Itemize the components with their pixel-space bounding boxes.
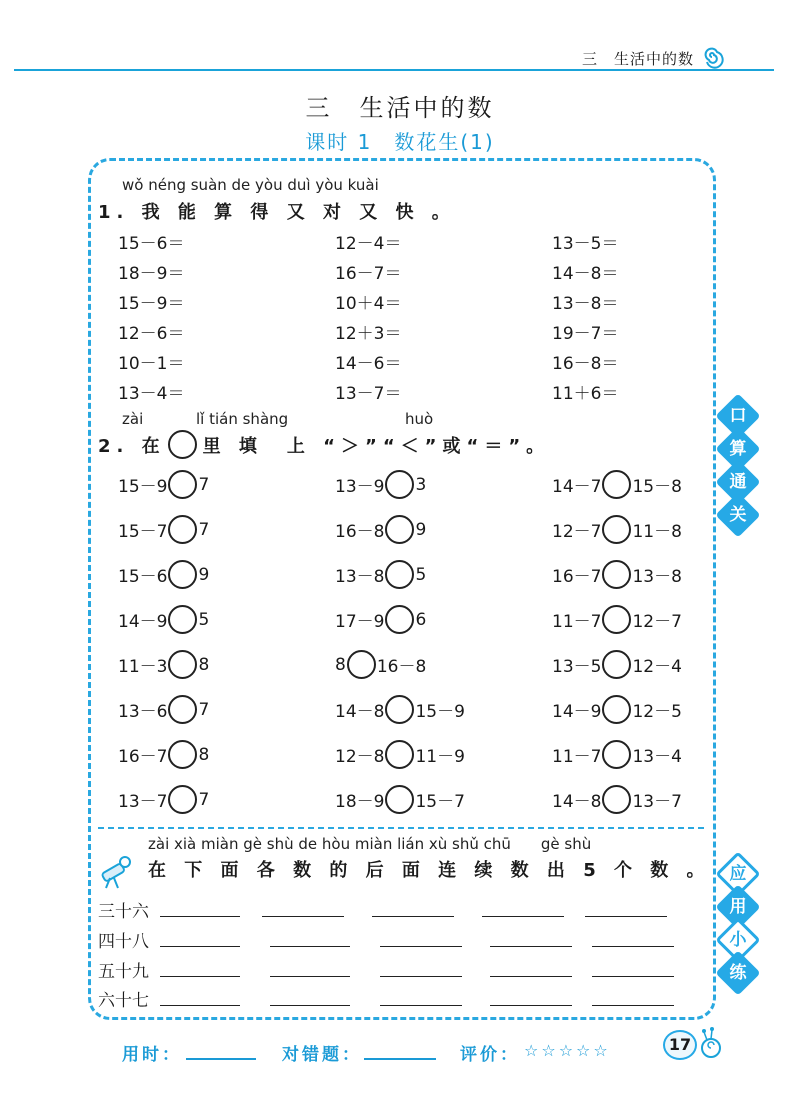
count-label: 三十六: [98, 902, 149, 922]
side-tab-char: 口: [729, 406, 747, 426]
answer-circle[interactable]: [385, 605, 414, 634]
equation: 19－7＝: [552, 324, 619, 344]
right-expr: 12－4: [632, 657, 682, 677]
answer-circle[interactable]: [385, 740, 414, 769]
left-expr: 14－9: [552, 702, 602, 722]
equation: 13－5＝: [552, 234, 619, 254]
lesson-title: 课时 1 数花生(1): [305, 130, 495, 154]
equation: 12－6＝: [118, 324, 185, 344]
comparison-item: [335, 695, 465, 724]
answer-circle[interactable]: [602, 515, 631, 544]
left-expr: 12－8: [335, 747, 385, 767]
comparison-item: [552, 605, 682, 634]
comparison-item: [552, 740, 682, 769]
right-expr: 16－8: [376, 657, 427, 677]
part2-instruction: [98, 430, 550, 459]
comparison-item: [118, 650, 209, 679]
comparison-item: [552, 515, 682, 544]
equation: 13－8＝: [552, 294, 619, 314]
answer-blank[interactable]: [160, 976, 240, 977]
left-expr: 11－3: [118, 657, 168, 677]
telescope-icon: [96, 850, 136, 890]
section-divider: [98, 827, 704, 829]
equation: 12＋3＝: [335, 324, 402, 344]
time-blank[interactable]: [186, 1058, 256, 1060]
answer-circle[interactable]: [385, 560, 414, 589]
chapter-title: 三 生活中的数: [305, 94, 495, 122]
part2-instruction-prefix: 2. 在: [98, 435, 166, 457]
right-expr: 8: [198, 744, 210, 765]
comparison-item: [335, 740, 465, 769]
answer-blank[interactable]: [490, 1005, 572, 1006]
right-expr: 3: [415, 474, 427, 495]
answer-blank[interactable]: [160, 1005, 240, 1006]
right-expr: 13－4: [632, 747, 682, 767]
part2-instruction-middle: 里 填 上 “＞”“＜”或“＝”。: [202, 435, 551, 457]
side-tab-char: 通: [729, 472, 747, 492]
answer-blank[interactable]: [270, 946, 350, 947]
answer-blank[interactable]: [160, 946, 240, 947]
equation: 18－9＝: [118, 264, 185, 284]
comparison-item: [552, 650, 682, 679]
answer-blank[interactable]: [380, 976, 462, 977]
right-expr: 15－9: [415, 702, 465, 722]
answer-circle[interactable]: [602, 695, 631, 724]
answer-blank[interactable]: [262, 916, 344, 917]
equation: 10－1＝: [118, 354, 185, 374]
side-tab-char: 练: [729, 963, 747, 983]
answer-blank[interactable]: [592, 946, 674, 947]
equation: 11＋6＝: [552, 384, 619, 404]
answer-blank[interactable]: [592, 976, 674, 977]
left-expr: 13－6: [118, 702, 168, 722]
comparison-item: [118, 695, 209, 724]
answer-blank[interactable]: [380, 1005, 462, 1006]
comparison-item: [335, 515, 426, 544]
left-expr: 17－9: [335, 612, 385, 632]
side-tab-char: 用: [729, 897, 747, 917]
left-expr: 18－9: [335, 792, 385, 812]
errors-blank[interactable]: [364, 1058, 436, 1060]
right-expr: 5: [415, 564, 427, 585]
comparison-item: [335, 560, 426, 589]
errors-label: 对错题：: [282, 1045, 362, 1065]
left-expr: 14－8: [552, 792, 602, 812]
spiral-icon: [700, 45, 724, 69]
right-expr: 5: [198, 609, 210, 630]
comparison-item: [118, 470, 209, 499]
left-expr: 15－7: [118, 522, 168, 542]
answer-circle[interactable]: [602, 560, 631, 589]
exercise-frame: [88, 158, 716, 1020]
comparison-item: [118, 785, 209, 814]
part3-instruction: 在 下 面 各 数 的 后 面 连 续 数 出 5 个 数 。: [148, 860, 711, 881]
answer-circle[interactable]: [602, 650, 631, 679]
answer-circle[interactable]: [602, 605, 631, 634]
equation: 16－7＝: [335, 264, 402, 284]
comparison-item: [335, 470, 426, 499]
answer-blank[interactable]: [482, 916, 564, 917]
left-expr: 16－8: [335, 522, 385, 542]
left-expr: 16－7: [118, 747, 168, 767]
count-label: 五十九: [98, 962, 149, 982]
answer-circle[interactable]: [602, 785, 631, 814]
comparison-item: [552, 695, 682, 724]
left-expr: 15－6: [118, 567, 168, 587]
answer-circle[interactable]: [385, 470, 414, 499]
answer-circle[interactable]: [168, 470, 197, 499]
answer-circle[interactable]: [385, 695, 414, 724]
left-expr: 13－7: [118, 792, 168, 812]
right-expr: 12－5: [632, 702, 682, 722]
answer-blank[interactable]: [490, 946, 572, 947]
comparison-item: [118, 740, 209, 769]
comparison-item: [335, 605, 426, 634]
left-expr: 12－7: [552, 522, 602, 542]
equation: 10＋4＝: [335, 294, 402, 314]
part2-pinyin-li-tian-shang: lǐ tián shàng: [196, 410, 289, 428]
left-expr: 13－8: [335, 567, 385, 587]
right-expr: 9: [198, 564, 210, 585]
right-expr: 11－8: [632, 522, 682, 542]
comparison-item: [118, 560, 209, 589]
answer-blank[interactable]: [270, 976, 350, 977]
right-expr: 15－7: [415, 792, 465, 812]
equation: 13－4＝: [118, 384, 185, 404]
answer-circle[interactable]: [602, 470, 631, 499]
count-label: 六十七: [98, 991, 149, 1011]
comparison-item: [552, 785, 682, 814]
equation: 13－7＝: [335, 384, 402, 404]
left-expr: 14－8: [335, 702, 385, 722]
side-tab-char: 关: [729, 505, 747, 525]
left-expr: 16－7: [552, 567, 602, 587]
answer-blank[interactable]: [270, 1005, 350, 1006]
equation: 15－6＝: [118, 234, 185, 254]
answer-circle[interactable]: [168, 740, 197, 769]
snail-icon: [698, 1026, 724, 1062]
part2-pinyin-huo: huò: [405, 410, 434, 428]
right-expr: 15－8: [632, 477, 682, 497]
time-label: 用时：: [122, 1045, 182, 1065]
right-expr: 9: [415, 519, 427, 540]
part1-instruction: 1. 我 能 算 得 又 对 又 快 。: [98, 202, 456, 223]
right-expr: 7: [198, 699, 210, 720]
answer-circle[interactable]: [602, 740, 631, 769]
answer-circle[interactable]: [347, 650, 376, 679]
answer-circle[interactable]: [168, 515, 197, 544]
left-expr: 14－9: [118, 612, 168, 632]
count-label: 四十八: [98, 932, 149, 952]
answer-circle[interactable]: [385, 515, 414, 544]
header-rule: [14, 69, 774, 71]
right-expr: 13－8: [632, 567, 682, 587]
comparison-item: [552, 560, 682, 589]
right-expr: 8: [198, 654, 210, 675]
answer-blank[interactable]: [160, 916, 240, 917]
right-expr: 11－9: [415, 747, 465, 767]
comparison-item: [552, 470, 682, 499]
answer-circle[interactable]: [168, 650, 197, 679]
answer-blank[interactable]: [380, 946, 462, 947]
part1-pinyin: wǒ néng suàn de yòu duì yòu kuài: [122, 176, 379, 194]
right-expr: 6: [415, 609, 427, 630]
left-expr: 13－5: [552, 657, 602, 677]
answer-circle[interactable]: [168, 560, 197, 589]
answer-blank[interactable]: [585, 916, 667, 917]
answer-circle[interactable]: [168, 785, 197, 814]
right-expr: 7: [198, 789, 210, 810]
right-expr: 7: [198, 474, 210, 495]
equation: 14－6＝: [335, 354, 402, 374]
equation: 14－8＝: [552, 264, 619, 284]
rating-stars[interactable]: ☆☆☆☆☆: [524, 1041, 611, 1060]
right-expr: 13－7: [632, 792, 682, 812]
equation: 15－9＝: [118, 294, 185, 314]
side-tab-char: 小: [729, 930, 747, 950]
comparison-item: [335, 650, 426, 679]
rating-label: 评价：: [460, 1045, 520, 1065]
comparison-item: [118, 605, 209, 634]
left-expr: 13－9: [335, 477, 385, 497]
side-tab-char: 应: [729, 864, 747, 884]
right-expr: 7: [198, 519, 210, 540]
part3-pinyin: zài xià miàn gè shù de hòu miàn lián xù shǔ chū gè shù: [148, 835, 592, 853]
left-expr: 11－7: [552, 612, 602, 632]
answer-blank[interactable]: [592, 1005, 674, 1006]
part2-pinyin-zai: zài: [122, 410, 144, 428]
answer-blank[interactable]: [490, 976, 572, 977]
answer-circle[interactable]: [385, 785, 414, 814]
answer-circle[interactable]: [168, 695, 197, 724]
comparison-item: [118, 515, 209, 544]
left-expr: 15－9: [118, 477, 168, 497]
header-section-label: 三 生活中的数: [581, 50, 694, 68]
answer-circle[interactable]: [168, 605, 197, 634]
circle-symbol: [168, 430, 197, 459]
left-expr: 11－7: [552, 747, 602, 767]
left-expr: 14－7: [552, 477, 602, 497]
answer-blank[interactable]: [372, 916, 454, 917]
comparison-item: [335, 785, 465, 814]
equation: 12－4＝: [335, 234, 402, 254]
left-expr: 8: [335, 654, 346, 675]
page-number: 17: [663, 1030, 697, 1060]
right-expr: 12－7: [632, 612, 682, 632]
side-tab-char: 算: [729, 439, 747, 459]
equation: 16－8＝: [552, 354, 619, 374]
